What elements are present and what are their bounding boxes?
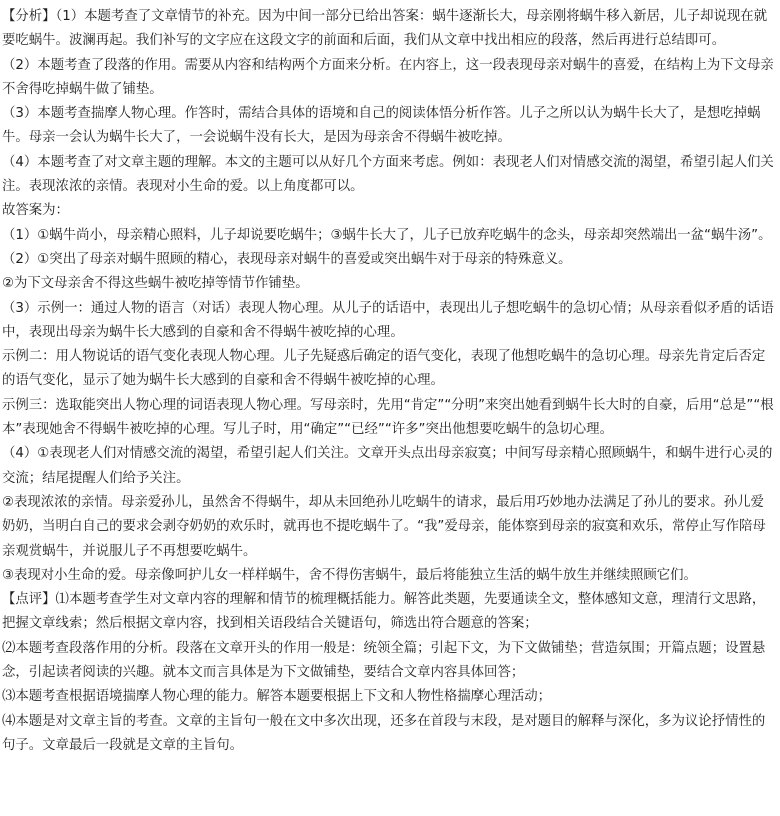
answer-3-example-3-paragraph: 示例三：选取能突出人物心理的词语表现人物心理。写母亲时，先用“肯定”“分明”来突出她看到蜗牛长大时的自豪，后用“总是”“根本”表现她舍不得蜗牛被吃掉的心理。写儿子时，用“确定”“已经”“许多”突出他想要吃蜗牛的急切心理。 — [2, 397, 774, 438]
answer-3-example-2-paragraph: 示例二：用人物说话的语气变化表现人物心理。儿子先疑惑后确定的语气变化，表现了他想吃蜗牛的急切心理。母亲先肯定后否定的语气变化，显示了她为蜗牛长大感到的自豪和舍不得蜗牛被吃掉的心理。 — [2, 349, 766, 389]
answer-1-paragraph: （1）①蜗牛尚小，母亲精心照料，儿子却说要吃蜗牛；③蜗牛长大了，儿子已放弃吃蜗牛的念头，母亲却突然端出一盆“蜗牛汤”。 — [2, 227, 772, 243]
answer-4-point-2-paragraph: ②表现浓浓的亲情。母亲爱孙儿，虽然舍不得蜗牛，却从未回绝孙儿吃蜗牛的请求，最后用巧妙地办法满足了孙儿的要求。孙儿爱奶奶，当明白自己的要求会剥夺奶奶的欢乐时，就再也不提吃蜗牛了。“我”爱母亲，能体察到母亲的寂寞和欢乐，常停止写作陪母亲观赏蜗牛，并说服儿子不再想要吃蜗牛。 — [2, 494, 766, 559]
answer-heading: 故答案为： — [2, 203, 69, 219]
answer-2-paragraph: （2）①突出了母亲对蜗牛照顾的精心，表现母亲对蜗牛的喜爱或突出蜗牛对于母亲的特殊意义。 — [2, 251, 572, 267]
analysis-part-2-paragraph: （2）本题考查了段落的作用。需要从内容和结构两个方面来分析。在内容上，这一段表现母亲对蜗牛的喜爱，在结构上为下文母亲不舍得吃掉蜗牛做了铺垫。 — [2, 57, 774, 97]
analysis-part-4-paragraph: （4）本题考查了对文章主题的理解。本文的主题可以从好几个方面来考虑。例如：表现老人们对情感交流的渴望，希望引起人们关注。表现浓浓的亲情。表现对小生命的爱。以上角度都可以。 — [2, 154, 774, 195]
answer-4-point-3-paragraph: ③表现对小生命的爱。母亲像呵护儿女一样样蜗牛，舍不得伤害蜗牛，最后将能独立生活的蜗牛放生并继续照顾它们。 — [2, 567, 697, 583]
comment-2-paragraph: ⑵本题考查段落作用的分析。段落在文章开头的作用一般是：统领全篇；引起下文，为下文做铺垫；营造氛围；开篇点题；设置悬念，引起读者阅读的兴趣。就本文而言具体是为下文做铺垫，要结合文章内容具体回答； — [2, 640, 766, 681]
answer-4-point-1-paragraph: （4）①表现老人们对情感交流的渴望，希望引起人们关注。文章开头点出母亲寂寞；中间写母亲精心照顾蜗牛，和蜗牛进行心灵的交流；结尾提醒人们给予关注。 — [2, 446, 773, 486]
answer-3-example-1-paragraph: （3）示例一：通过人物的语言（对话）表现人物心理。从儿子的话语中，表现出儿子想吃蜗牛的急切心情；从母亲看似矛盾的话语中，表现出母亲为蜗牛长大感到的自豪和舍不得蜗牛被吃掉的心理。 — [2, 300, 774, 340]
analysis-intro-paragraph: 【分析】（1）本题考查了文章情节的补充。因为中间一部分已给出答案：蜗牛逐渐长大，母亲刚将蜗牛移入新居，儿子却说现在就要吃蜗牛。波澜再起。我们补写的文字应在这段文字的前面和后面，我们从文章中找出相应的段落，然后再进行总结即可。 — [2, 9, 768, 49]
answer-2-sub-paragraph: ②为下文母亲舍不得这些蜗牛被吃掉等情节作铺垫。 — [2, 276, 309, 292]
analysis-part-3-paragraph: （3）本题考查揣摩人物心理。作答时，需结合具体的语境和自己的阅读体悟分析作答。儿子之所以认为蜗牛长大了，是想吃掉蜗牛。母亲一会认为蜗牛长大了，一会说蜗牛没有长大，是因为母亲舍不得蜗牛被吃掉。 — [2, 106, 761, 146]
comment-1-paragraph: 【点评】⑴本题考查学生对文章内容的理解和情节的梳理概括能力。解答此类题，先要通读全文，整体感知文意，理清行文思路，把握文章线索；然后根据文章内容，找到相关语段结合关键语句，筛选出符合题意的答案； — [2, 592, 766, 632]
comment-4-paragraph: ⑷本题是对文章主旨的考查。文章的主旨句一般在文中多次出现，还多在首段与末段，是对题目的解释与深化，多为议论抒情性的句子。文章最后一段就是文章的主旨句。 — [2, 713, 766, 753]
comment-3-paragraph: ⑶本题考查根据语境揣摩人物心理的能力。解答本题要根据上下文和人物性格揣摩心理活动； — [2, 689, 552, 705]
